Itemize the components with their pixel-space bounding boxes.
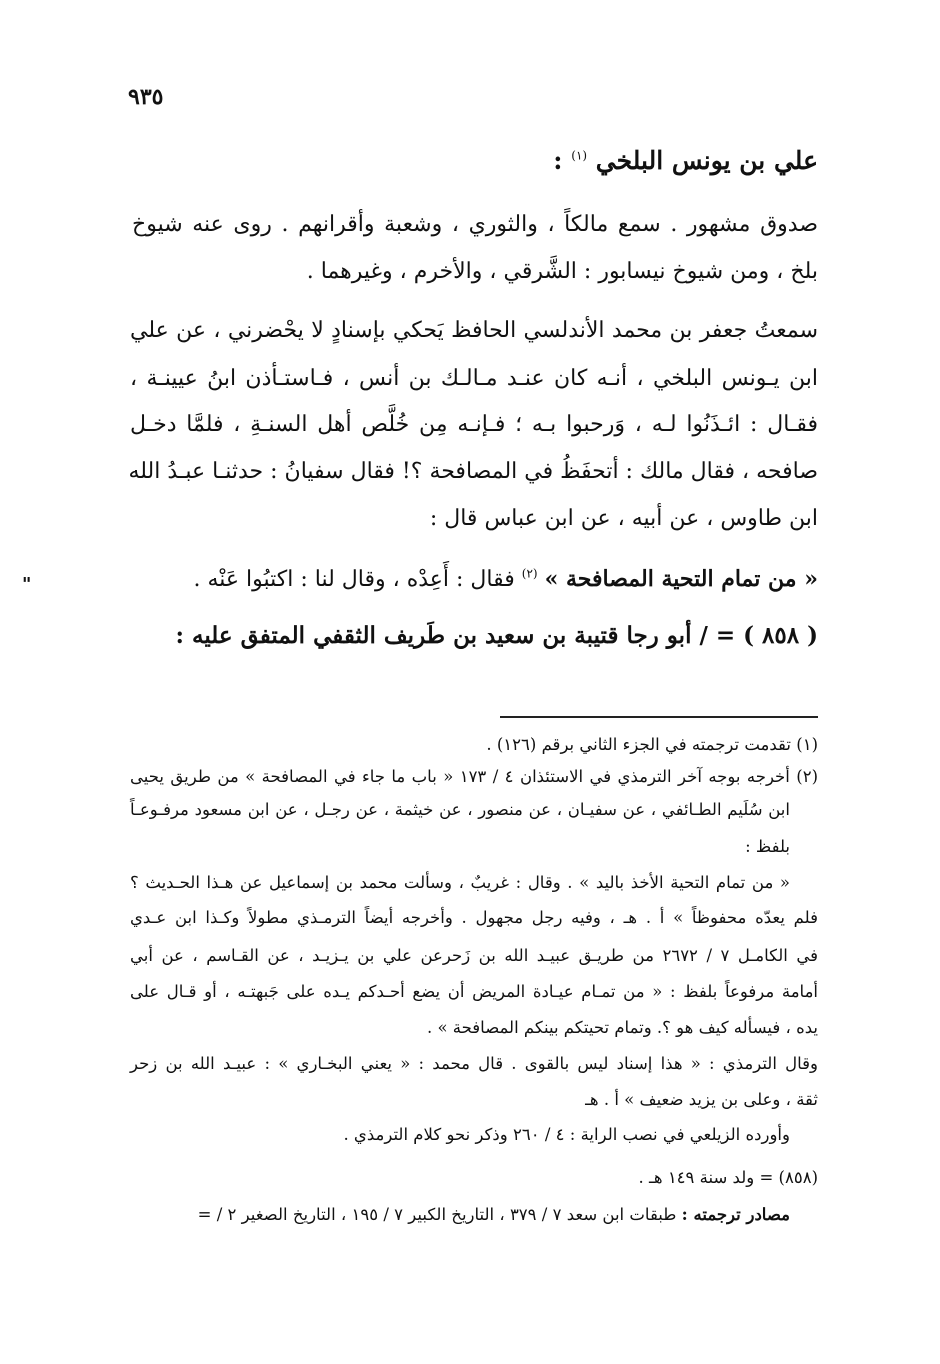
footnote-2-line-8: يده ، فيسأله كيف هو ؟. وتمام تحيتكم بينكم المصافحة » . bbox=[426, 1018, 818, 1037]
body-line-4: ابن يـونس البلخي ، أنـه كان عنـد مـالـك بن أنس ، فـاستـأذن ابنُ عيينـة ، bbox=[130, 366, 818, 391]
heading-title: علي بن يونس البلخي bbox=[595, 146, 818, 175]
footnote-2-line-9: وقال الترمذي : « هذا إسناد ليس بالقوى . قال محمد : « يعني البخـاري » : عبيـد الله بن زحر bbox=[130, 1054, 818, 1073]
margin-mark: " bbox=[22, 574, 32, 595]
body-line-6: صافحه ، فقال مالك : أتحفَظُ في المصافحة ؟! فقال سفيانُ : حدثنـا عبـدُ الله bbox=[128, 459, 818, 484]
footnote-2-line-6: في الكامـل ٧ / ٢٦٧٢ من طريـق عبيـد الله بن زَحرعن علي بن يـزيـد ، عن القـاسم ، عن أبي bbox=[130, 946, 818, 965]
entry-heading-ali-bin-yunus bbox=[553, 146, 818, 175]
hadith-quote: « من تمام التحية المصافحة » bbox=[544, 566, 818, 592]
body-line-7: ابن طاوس ، عن أبيه ، عن ابن عباس قال : bbox=[429, 506, 818, 531]
sources-text: طبقات ابن سعد ٧ / ٣٧٩ ، التاريخ الكبير ٧ / ١٩٥ ، التاريخ الصغير ٢ / = bbox=[197, 1205, 677, 1224]
footnote-ref-1[interactable]: (١) bbox=[571, 148, 588, 163]
footnote-separator bbox=[500, 716, 818, 718]
hadith-line bbox=[193, 566, 818, 592]
footnote-2-line-10: ثقة ، وعلى بن يزيد ضعيف » أ . هـ bbox=[585, 1090, 818, 1109]
entry-note-858: (٨٥٨) = ولد سنة ١٤٩ هـ . bbox=[638, 1168, 818, 1187]
body-line-5: فقـال : ائـذَنُوا لـه ، وَرحبوا بـه ؛ فـإنـه مِن خُلَّص أهل السنـةِ ، فلمَّا دخـل bbox=[130, 412, 818, 437]
footnote-2-line-2: ابن سُلَيم الطـائفي ، عن سفيـان ، عن منصور ، عن خيثمة ، عن رجـل ، عن ابن مسعود مرفـوعـاً bbox=[130, 800, 790, 819]
footnote-2-line-5: فلم يعدّه محفوظاً » أ . هـ ، وفيه رجل مجهول . وأخرجه أيضاً الترمـذي مطولاً وكـذا ابن عـدي bbox=[130, 908, 818, 927]
heading-colon: : bbox=[553, 146, 563, 175]
body-line-1: صدوق مشهور . سمع مالكاً ، والثوري ، وشعبة وأقرانهم . روى عنه شيوخ bbox=[132, 212, 818, 237]
page-number: ٩٣٥ bbox=[128, 84, 164, 110]
sources-line bbox=[198, 1205, 790, 1224]
body-line-3: سمعتُ جعفر بن محمد الأندلسي الحافظ يَحكي بإسنادٍ لا يحْضرني ، عن علي bbox=[130, 318, 818, 343]
footnote-2-line-4: « من تمام التحية الأخذ باليد » . وقال : غريبٌ ، وسألت محمد بن إسماعيل عن هـذا الحـديث ؟ bbox=[130, 873, 790, 892]
footnote-2-line-3: بلفظ : bbox=[745, 837, 790, 856]
sources-label: مصادر ترجمته : bbox=[681, 1205, 790, 1224]
footnote-2-line-1: (٢) أخرجه بوجه آخر الترمذي في الاستئذان ٤ / ١٧٣ « باب ما جاء في المصافحة » من طريق يحيى bbox=[130, 767, 818, 786]
footnote-2-line-7: أمامة مرفوعاً بلفظ : « من تمـام عيـادة المريض أن يضع أحـدكم يـده على جَبهتـه ، أو قـال على bbox=[130, 982, 818, 1001]
footnote-2-line-11: وأورده الزيلعي في نصب الراية : ٤ / ٢٦٠ وذكر نحو كلام الترمذي . bbox=[343, 1125, 790, 1144]
footnote-ref-2[interactable]: (٢) bbox=[521, 566, 538, 581]
footnote-1: (١) تقدمت ترجمته في الجزء الثاني برقم (١٢٦) . bbox=[486, 735, 818, 754]
entry-heading-858: ( ٨٥٨ ) = / أبو رجا قتيبة بن سعيد بن طَريف الثقفي المتفق عليه : bbox=[175, 622, 818, 649]
hadith-rest: فقال : أَعِدْه ، وقال لنا : اكتبُوا عَنْه . bbox=[193, 567, 515, 592]
body-line-2: بلخ ، ومن شيوخ نيسابور : الشَّرقي ، والأخرم ، وغيرهما . bbox=[306, 259, 818, 284]
